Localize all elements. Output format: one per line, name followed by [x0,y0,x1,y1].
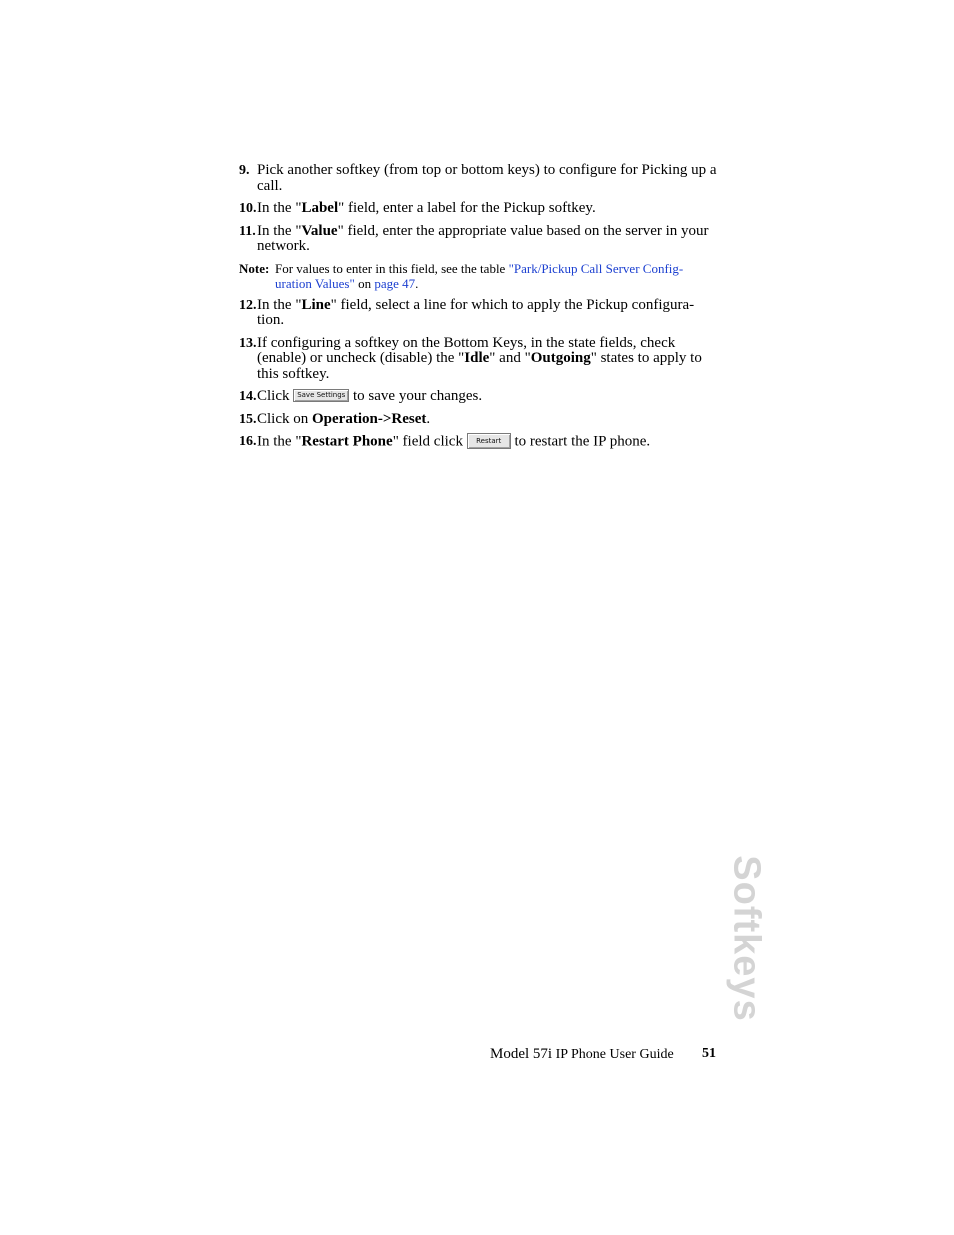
step-13 [239,336,719,383]
step-text-part: If configuring a softkey on the Bottom Keys, in the state fields, check (enable) or uncheck (disable) the " [257,334,676,366]
step-text-part: In the " [257,222,302,239]
step-text-before: Click [257,388,294,404]
step-text-part: " and " [489,350,531,366]
step-number: 16. [239,434,257,449]
step-text-before: In the " [257,433,302,450]
step-text [257,224,719,255]
step-number: 9. [239,163,250,178]
step-number: 11. [239,223,256,239]
note-text-mid: on [354,276,375,291]
step-text [257,201,719,217]
field-name: Label [301,200,339,216]
step-number: 14. [239,389,257,404]
page-link[interactable]: page 47 [374,276,416,291]
field-name: Idle [464,350,490,366]
step-text [257,434,719,450]
field-name: Restart Phone [301,433,393,450]
note-label: Note: [239,260,270,276]
step-text-part: Pick another softkey (from top or bottom keys) to configure for Picking up a call. [257,162,717,194]
field-name: Outgoing [530,350,591,366]
step-12 [239,298,719,329]
step-text [257,412,719,428]
note-text-after: . [415,276,419,291]
step-14 [239,389,719,405]
step-text [257,336,719,383]
step-text-part: In the " [257,296,302,313]
note [239,261,719,292]
page-footer [490,1046,716,1063]
step-text-after: . [426,410,431,427]
footer-guide: IP Phone User Guide [552,1047,674,1062]
step-15 [239,412,719,428]
step-number: 12. [239,297,257,313]
step-text-part: " field, enter the appropriate value based on the server in your network. [257,222,709,254]
note-text-before: For values to enter in this field, see the table [275,260,509,276]
step-text-part: " field, enter a label for the Pickup softkey. [338,200,596,216]
restart-button[interactable]: Restart [467,433,511,449]
step-text [257,298,719,329]
note-text [275,261,719,292]
step-11 [239,224,719,255]
step-text-part: " states to apply to this softkey. [257,350,702,382]
step-text [257,389,719,405]
save-settings-button[interactable]: Save Settings [293,389,349,402]
page-number: 51 [702,1046,716,1061]
menu-path: Operation->Reset [312,410,427,427]
field-name: Line [301,296,331,313]
chapter-side-tab [725,854,768,1022]
step-number: 13. [239,335,257,351]
step-text [257,163,719,194]
step-10 [239,201,719,217]
instruction-list [239,163,719,457]
step-text-after: to save your changes. [349,388,483,404]
step-text-after: to restart the IP phone. [510,433,651,450]
step-text-mid: " field click [392,433,467,450]
footer-model: Model 57i [490,1046,553,1062]
step-number: 15. [239,411,257,427]
step-text-part: In the " [257,200,302,216]
step-text-part: " field, select a line for which to apply the Pickup configura-tion. [257,296,695,328]
step-9 [239,163,719,194]
step-text-before: Click on [257,410,312,427]
step-16 [239,434,719,450]
step-number: 10. [239,201,257,216]
chapter-side-tab-label: Softkeys [725,854,768,1022]
field-name: Value [301,222,338,239]
table-link[interactable]: "Park/Pickup Call Server Config-uration Values" [275,260,684,291]
